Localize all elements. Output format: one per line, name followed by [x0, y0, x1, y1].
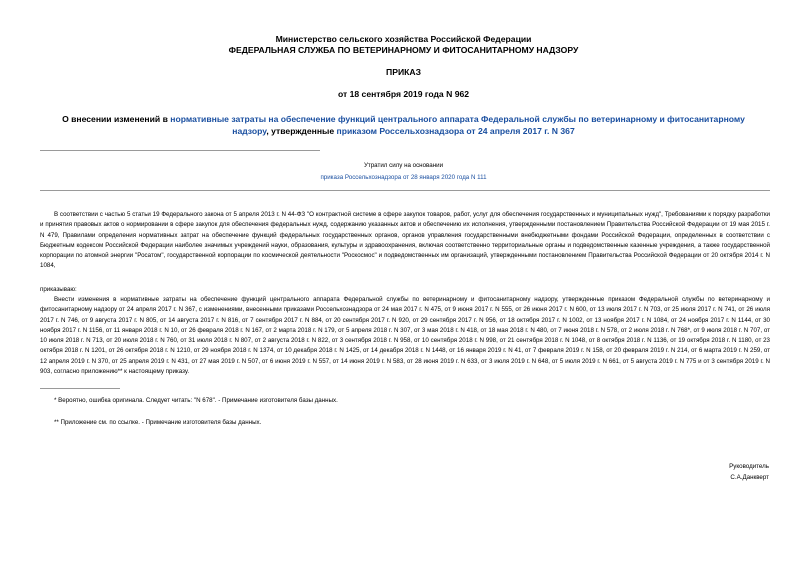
document-title — [45, 114, 762, 137]
footnote-2: ** Приложение см. по ссылке. - Примечание изготовителя базы данных. — [54, 419, 262, 426]
title-link-order[interactable]: приказом Россельхознадзора от 24 апреля 2017 г. N 367 — [336, 125, 575, 136]
order-paragraph: Внести изменения в нормативные затраты на обеспечение функций центрального аппарата Федеральной службы по ветеринарному и фитосанитарному надзору, утвержденные приказом Федеральной службы по ветеринарному и фитосанитарному надзору от 24 апреля 2017 г. N 367, с изменениями, внесенными приказами Россельхознадзора от 24 мая 2017 г. N 475, от 9 июня 2017 г. N 555, от 26 июня 2017 г. N 600, от 13 июля 2017 г. N 703, от 25 июля 2017 г. N 741, от 26 июля 2017 г. N 746, от 9 августа 2017 г. N 805, от 14 августа 2017 г. N 816, от 7 сентября 2017 г. N 884, от 20 сентября 2017 г. N 920, от 29 сентября 2017 г. N 956, от 18 октября 2017 г. N 1002, от 13 ноября 2017 г. N 1084, от 24 ноября 2017 г. N 1144, от 30 ноября 2017 г. N 1156, от 11 января 2018 г. N 10, от 26 февраля 2018 г. N 167, от 2 марта 2018 г. N 179, от 5 апреля 2018 г. N 307, от 3 мая 2018 г. N 418, от 18 мая 2018 г. N 480, от 7 июня 2018 г. N 578, от 2 июля 2018 г. N 768*, от 9 июля 2018 г. N 707, от 10 июля 2018 г. N 713, от 20 июля 2018 г. N 760, от 31 июля 2018 г. N 807, от 2 августа 2018 г. N 822, от 3 сентября 2018 г. N 958, от 10 сентября 2018 г. N 998, от 21 сентября 2018 г. N 1048, от 8 октября 2018 г. N 1136, от 19 октября 2018 г. N 1180, от 23 октября 2018 г. N 1201, от 26 октября 2018 г. N 1210, от 29 ноября 2018 г. N 1374, от 10 декабря 2018 г. N 1425, от 14 декабря 2018 г. N 1448, от 16 января 2019 г. N 41, от 7 февраля 2019 г. N 158, от 20 февраля 2019 г. N 214, от 6 марта 2019 г. N 259, от 12 апреля 2019 г. N 370, от 25 апреля 2019 г. N 431, от 27 мая 2019 г. N 507, от 6 июня 2019 г. N 557, от 14 июня 2019 г. N 583, от 28 июня 2019 г. N 633, от 3 июля 2019 г. N 648, от 5 июля 2019 г. N 661, от 5 августа 2019 г. N 775 и от 3 сентября 2019 г. N 903, согласно приложению** к настоящему приказу. — [40, 296, 770, 376]
separator-short — [40, 150, 320, 151]
title-text-1: О внесении изменений в — [62, 114, 171, 124]
document-type: ПРИКАЗ — [386, 67, 421, 77]
footnote-separator — [40, 388, 120, 389]
separator-full — [40, 190, 770, 191]
lost-force-link[interactable]: приказа Россельхознадзора от 28 января 2020 года N 111 — [320, 174, 487, 181]
preamble-paragraph: В соответствии с частью 5 статьи 19 Федерального закона от 5 апреля 2013 г. N 44-ФЗ "О контрактной системе в сфере закупок товаров, работ, услуг для обеспечения государственных и муниципальных нужд", Требованиями к порядку разработки и принятия правовых актов о нормировании в сфере закупок для обеспечения федеральных нужд, содержанию указанных актов и обеспечению их исполнения, утвержденными постановлением Правительства Российской Федерации от 19 мая 2015 г. N 479, Правилами определения нормативных затрат на обеспечение функций федеральных государственных органов, органов управления государственными внебюджетными фондами Российской Федерации, определенных в соответствии с Бюджетным кодексом Российской Федерации наиболее значимых учреждений науки, образования, культуры и здравоохранения, включая соответственно территориальные органы и подведомственные казенные учреждения, а также государственной корпорации по атомной энергии "Росатом", государственной корпорации по космической деятельности "Роскосмос" и подведомственных им организаций, утвержденными постановлением Правительства Российской Федерации от 20 октября 2014 г. N 1084, — [40, 211, 770, 270]
document-date: от 18 сентября 2019 года N 962 — [337, 89, 470, 99]
ministry-name: Министерство сельского хозяйства Российской Федерации — [275, 34, 532, 44]
footnote-1: * Вероятно, ошибка оригинала. Следует читать: "N 678". - Примечание изготовителя базы данных. — [54, 397, 338, 404]
service-name: ФЕДЕРАЛЬНАЯ СЛУЖБА ПО ВЕТЕРИНАРНОМУ И ФИТОСАНИТАРНОМУ НАДЗОРУ — [228, 45, 579, 55]
title-text-2: , утвержденные — [266, 125, 337, 136]
signature-position: Руководитель — [729, 463, 769, 470]
title-link-norms[interactable]: нормативные затраты на обеспечение функций центрального аппарата Федеральной службы по ветеринарному и фитосанитарному надзору — [170, 114, 745, 136]
order-word: приказываю: — [40, 286, 77, 293]
signature-name: С.А.Данкверт — [730, 474, 769, 481]
lost-force-note: Утратил силу на основании — [363, 162, 444, 169]
